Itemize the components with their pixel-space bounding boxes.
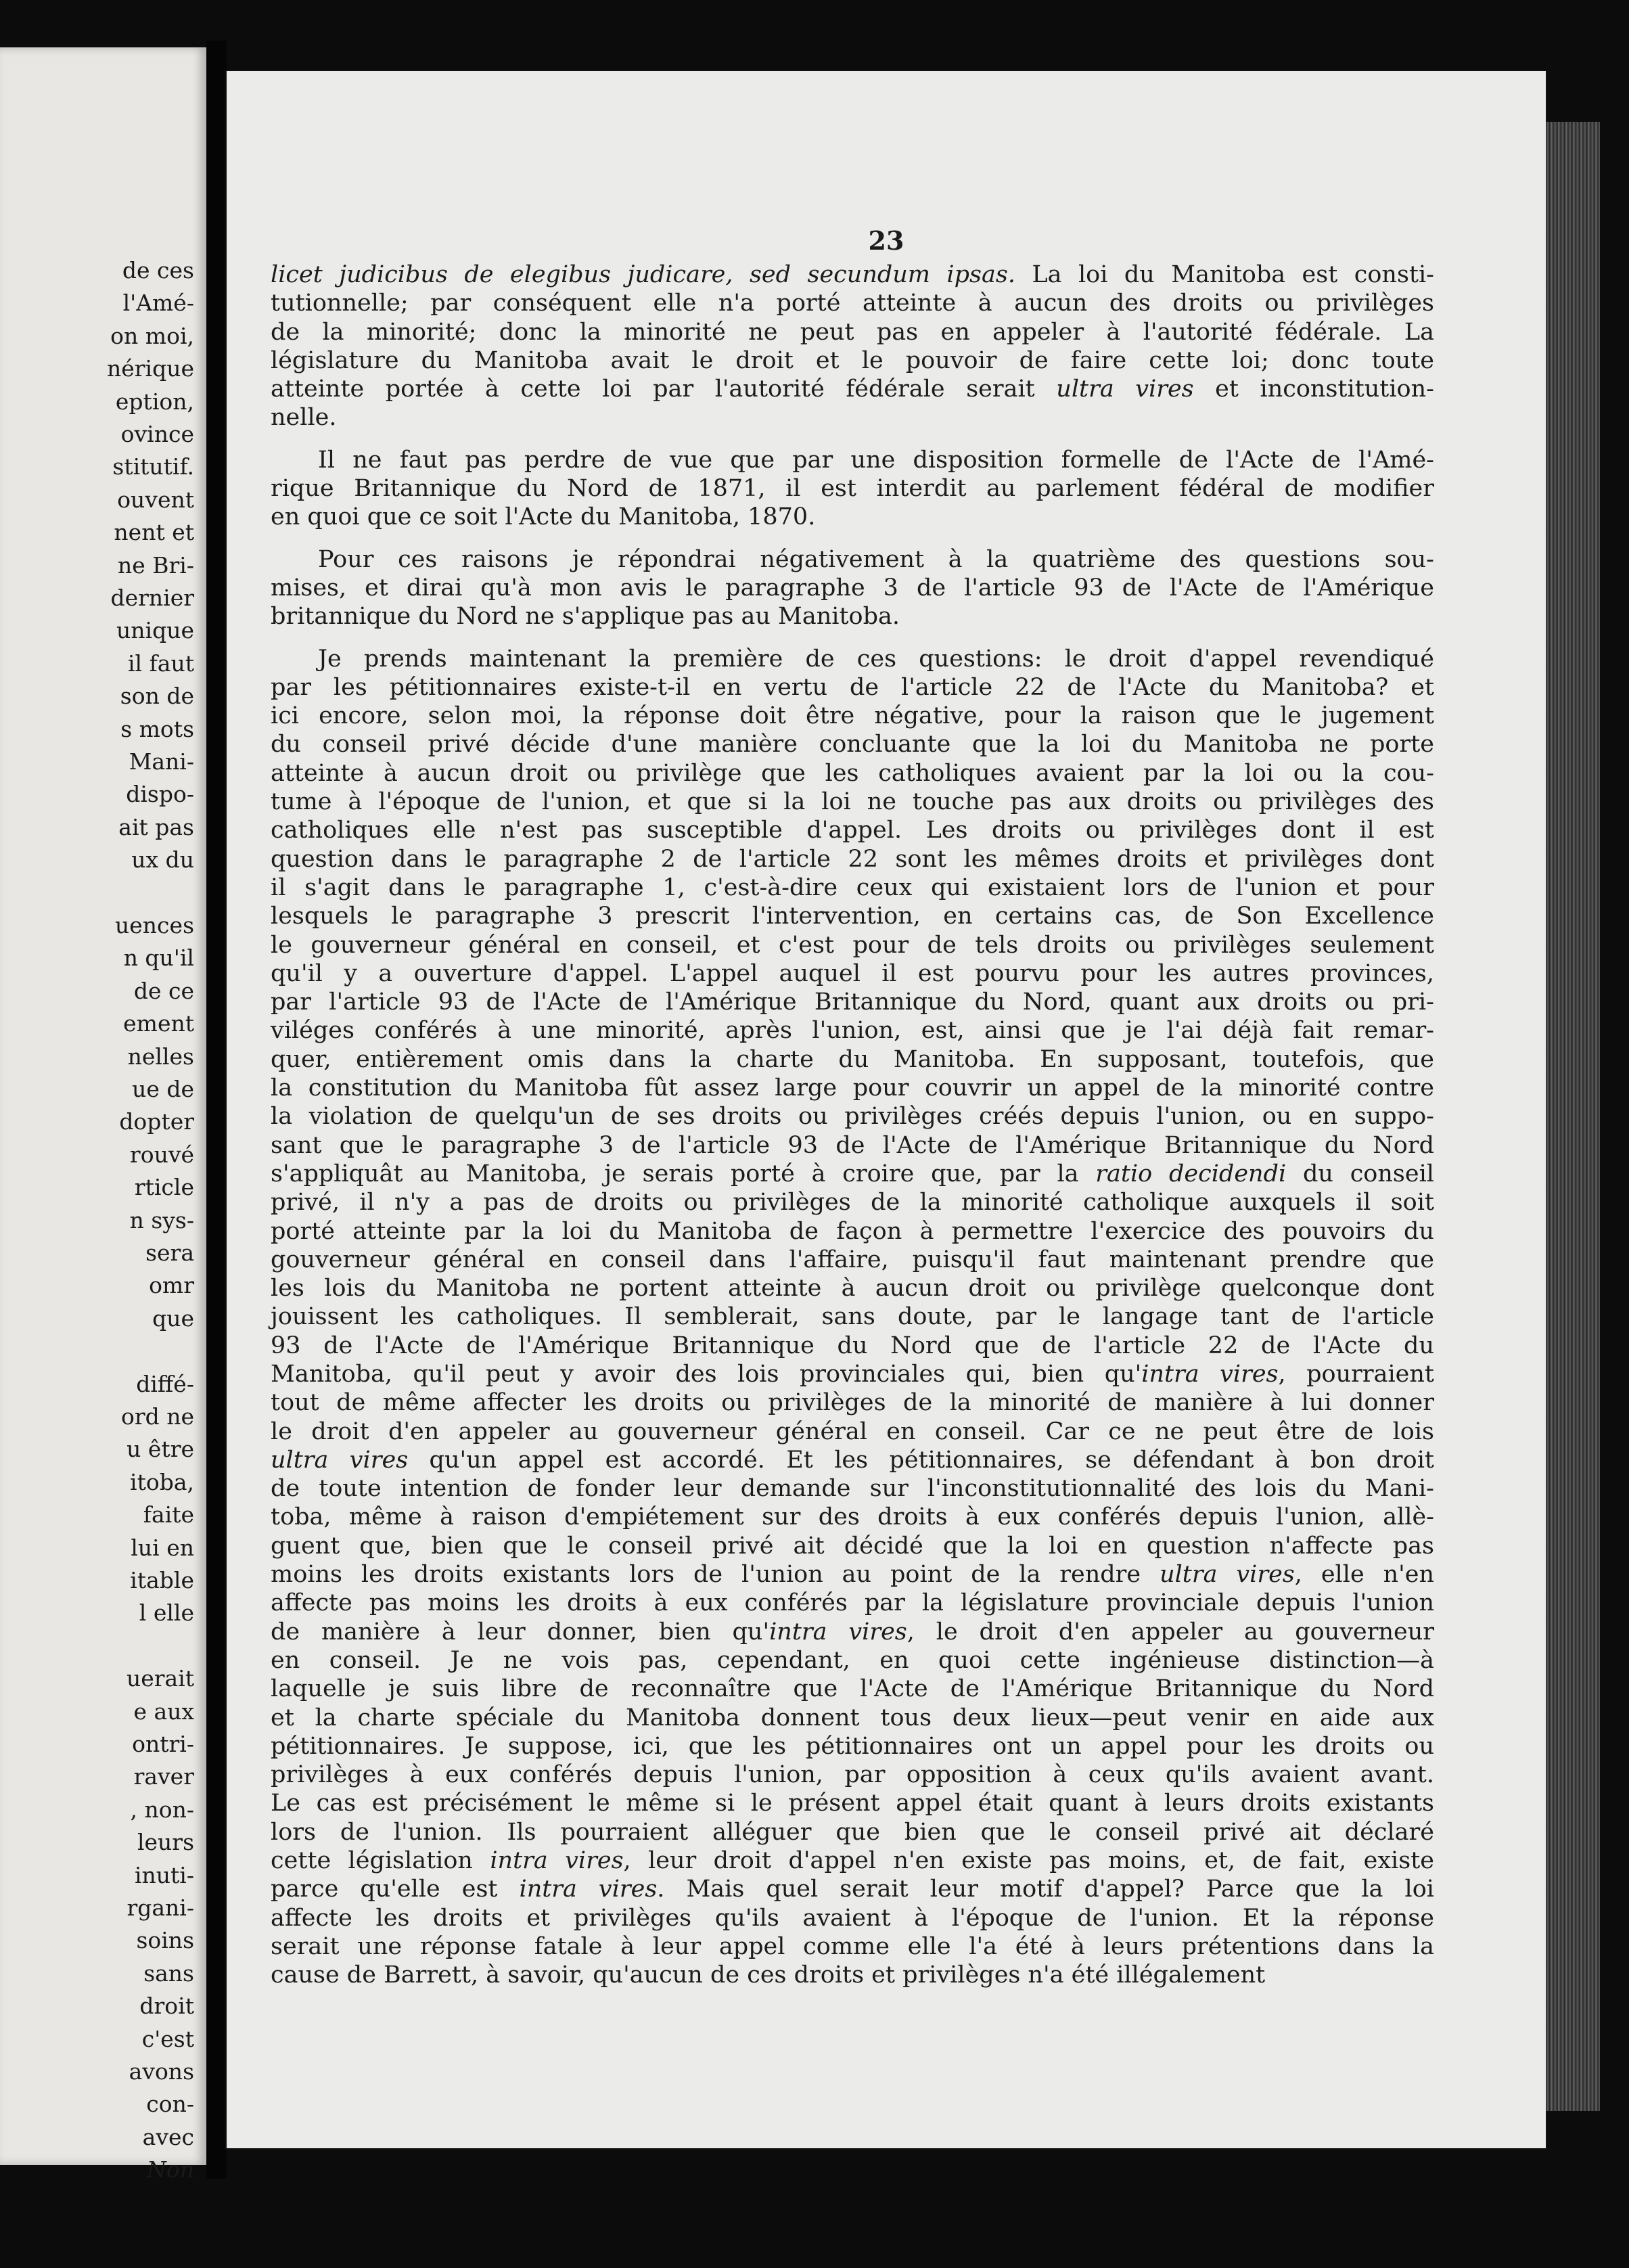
text-line: tout de même affecter les droits ou privilèges de la minorité de manière à lui donner: [271, 1389, 1434, 1417]
text-line: Il ne faut pas perdre de vue que par une disposition formelle de l'Acte de l'Amé-: [318, 446, 1434, 474]
text-line: viléges conférés à une minorité, après l'union, est, ainsi que je l'ai déjà fait remar-: [271, 1017, 1434, 1045]
left-page-line: rouvé: [129, 1141, 194, 1168]
text-line: par les pétitionnaires existe-t-il en vertu de l'article 22 de l'Acte du Manitoba? et: [271, 673, 1434, 701]
text-line: privé, il n'y a pas de droits ou privilèges de la minorité catholique auxquels il soit: [271, 1189, 1434, 1217]
main-page: [227, 71, 1546, 2148]
text-line: les lois du Manitoba ne portent atteinte à aucun droit ou privilège quelconque dont: [271, 1275, 1434, 1302]
text-line: ultra vires qu'un appel est accordé. Et les pétitionnaires, se défendant à bon droit: [271, 1446, 1434, 1474]
text-line: britannique du Nord ne s'applique pas au Manitoba.: [271, 603, 900, 631]
text-line: question dans le paragraphe 2 de l'article 22 sont les mêmes droits et privilèges dont: [271, 845, 1434, 873]
text-line: porté atteinte par la loi du Manitoba de façon à permettre l'exercice des pouvoirs du: [271, 1217, 1434, 1245]
text-line: Le cas est précisément le même si le présent appel était quant à leurs droits existants: [271, 1790, 1434, 1817]
text-line: lors de l'union. Ils pourraient alléguer que bien que le conseil privé ait déclaré: [271, 1818, 1434, 1846]
left-page-line: c'est: [141, 2025, 194, 2052]
text-line: législature du Manitoba avait le droit et le pouvoir de faire cette loi; donc toute: [271, 346, 1434, 374]
left-page-line: faite: [143, 1501, 194, 1528]
left-page-line: omr: [149, 1272, 194, 1299]
left-page-line: soins: [136, 1927, 194, 1954]
text-line: rique Britannique du Nord de 1871, il est interdit au parlement fédéral de modifier: [271, 475, 1434, 503]
text-line: et la charte spéciale du Manitoba donnent tous deux lieux—peut venir en aide aux: [271, 1704, 1434, 1731]
text-line: parce qu'elle est intra vires. Mais quel serait leur motif d'appel? Parce que la loi: [271, 1876, 1434, 1903]
page-edges: [1546, 122, 1600, 2111]
text-line: en conseil. Je ne vois pas, cependant, en quoi cette ingénieuse distinction—à: [271, 1646, 1434, 1674]
text-line: en quoi que ce soit l'Acte du Manitoba, 1870.: [271, 503, 816, 531]
left-page-line: rgani-: [127, 1895, 194, 1921]
text-line: la violation de quelqu'un de ses droits ou privilèges créés depuis l'union, ou en suppo-: [271, 1103, 1434, 1131]
text-line: laquelle je suis libre de reconnaître que l'Acte de l'Amérique Britannique du Nord: [271, 1675, 1434, 1703]
left-page-line: unique: [116, 617, 194, 644]
text-line: qu'il y a ouverture d'appel. L'appel auquel il est pourvu pour les autres provinces,: [271, 959, 1434, 987]
left-page-line: n qu'il: [123, 945, 194, 972]
left-page-line: sans: [143, 1959, 194, 1987]
text-line: s'appliquât au Manitoba, je serais porté à croire que, par la ratio decidendi du conseil: [271, 1160, 1434, 1187]
left-page-line: , non-: [130, 1796, 194, 1823]
text-line: gouverneur général en conseil dans l'affaire, puisqu'il faut maintenant prendre que: [271, 1246, 1434, 1273]
left-page-line: uences: [115, 912, 194, 938]
left-page-line: nelles: [127, 1043, 194, 1070]
left-page-line: leurs: [137, 1829, 194, 1856]
left-page-line: on moi,: [110, 322, 194, 349]
left-page-line: lui en: [131, 1534, 194, 1561]
left-page-line: diffé-: [136, 1370, 194, 1397]
text-line: Je prends maintenant la première de ces questions: le droit d'appel revendiqué: [318, 645, 1434, 673]
text-line: le droit d'en appeler au gouverneur général en conseil. Car ce ne peut être de lois: [271, 1418, 1434, 1445]
text-line: Pour ces raisons je répondrai négativement à la quatrième des questions sou-: [318, 545, 1434, 573]
text-line: tume à l'époque de l'union, et que si la loi ne touche pas aux droits ou privilèges des: [271, 788, 1434, 816]
page-number: 23: [868, 225, 904, 256]
left-page-line: ord ne: [120, 1403, 194, 1430]
left-page-line: n sys-: [129, 1206, 194, 1233]
left-page-line: il faut: [127, 650, 194, 677]
left-page-line: dopter: [119, 1108, 194, 1135]
text-line: de la minorité; donc la minorité ne peut pas en appeler à l'autorité fédérale. La: [271, 318, 1434, 346]
left-page-line: rticle: [134, 1174, 194, 1201]
left-page-line: ne Bri-: [117, 551, 194, 579]
text-line: moins les droits existants lors de l'union au point de la rendre ultra vires, elle n'en: [271, 1561, 1435, 1589]
text-line: ici encore, selon moi, la réponse doit être négative, pour la raison que le jugement: [271, 702, 1434, 730]
text-line: tutionnelle; par conséquent elle n'a porté atteinte à aucun des droits ou privilèges: [271, 290, 1434, 317]
left-page-line: que: [152, 1305, 194, 1332]
text-line: pétitionnaires. Je suppose, ici, que les pétitionnaires ont un appel pour les droits ou: [271, 1732, 1434, 1760]
left-page-line: dernier: [110, 585, 194, 611]
text-line: de manière à leur donner, bien qu'intra vires, le droit d'en appeler au gouverneur: [271, 1618, 1434, 1646]
text-line: mises, et dirai qu'à mon avis le paragraphe 3 de l'article 93 de l'Acte de l'Amérique: [271, 574, 1434, 602]
text-line: par l'article 93 de l'Acte de l'Amérique Britannique du Nord, quant aux droits ou pri-: [271, 989, 1434, 1016]
left-page-line: l elle: [139, 1600, 194, 1627]
text-line: privilèges à eux conférés depuis l'union, par opposition à ceux qu'ils avaient avant.: [271, 1761, 1434, 1789]
left-page-line: raver: [133, 1763, 194, 1790]
left-page-line: uerait: [126, 1665, 194, 1692]
text-line: catholiques elle n'est pas susceptible d'appel. Les droits ou privilèges dont il est: [271, 817, 1434, 844]
left-page-line: ouvent: [117, 486, 194, 513]
text-line: lesquels le paragraphe 3 prescrit l'intervention, en certains cas, de Son Excellence: [271, 903, 1434, 930]
left-page-line: itoba,: [130, 1468, 194, 1495]
left-page-line: droit: [139, 1993, 194, 2020]
left-page-line: l'Amé-: [122, 290, 194, 317]
text-line: cette législation intra vires, leur droit d'appel n'en existe pas moins, et, de fait, existe: [271, 1847, 1434, 1875]
text-line: de toute intention de fonder leur demande sur l'inconstitutionnalité des lois du Mani-: [271, 1475, 1434, 1503]
text-line: Manitoba, qu'il peut y avoir des lois provinciales qui, bien qu'intra vires, pourraient: [271, 1360, 1434, 1388]
left-page-line: con-: [146, 2091, 194, 2118]
text-line: atteinte portée à cette loi par l'autorité fédérale serait ultra vires et inconstitution-: [271, 376, 1434, 403]
left-page-line: sera: [145, 1240, 194, 1266]
text-line: licet judicibus de elegibus judicare, sed secundum ipsas. La loi du Manitoba est consti-: [271, 261, 1434, 288]
left-page-line: Non: [147, 2156, 194, 2183]
left-page-line: nérique: [106, 355, 194, 382]
text-line: nelle.: [271, 404, 337, 432]
left-page-line: ovince: [120, 421, 194, 447]
text-line: serait une réponse fatale à leur appel comme elle l'a été à leurs prétentions dans la: [271, 1932, 1434, 1960]
left-page-line: u être: [127, 1436, 194, 1463]
left-page-line: son de: [120, 683, 194, 710]
left-page-line: s mots: [120, 715, 194, 742]
text-line: toba, même à raison d'empiétement sur des droits à eux conférés depuis l'union, allè-: [271, 1503, 1434, 1531]
text-line: 93 de l'Acte de l'Amérique Britannique du Nord que de l'article 22 de l'Acte du: [271, 1332, 1434, 1359]
left-page-line: ement: [123, 1010, 194, 1037]
left-page-line: dispo-: [126, 781, 194, 808]
text-line: affecte pas moins les droits à eux conférés par la législature provinciale depuis l'union: [271, 1589, 1434, 1617]
text-line: la constitution du Manitoba fût assez large pour couvrir un appel de la minorité contre: [271, 1074, 1434, 1102]
text-line: quer, entièrement omis dans la charte du Manitoba. En supposant, toutefois, que: [271, 1045, 1434, 1073]
text-line: il s'agit dans le paragraphe 1, c'est-à-dire ceux qui existaient lors de l'union et pour: [271, 874, 1434, 901]
left-page-line: ue de: [132, 1076, 194, 1102]
left-page-line: inuti-: [134, 1861, 194, 1888]
left-page-line: ait pas: [118, 813, 194, 840]
text-line: jouissent les catholiques. Il semblerait, sans doute, par le langage tant de l'article: [271, 1303, 1434, 1331]
text-line: atteinte à aucun droit ou privilège que les catholiques avaient par la loi ou la cou-: [271, 759, 1434, 787]
left-page-line: eption,: [115, 388, 194, 415]
body-text: [271, 260, 1434, 1990]
left-page-line: de ces: [122, 257, 194, 284]
book-gutter: [206, 41, 227, 2179]
text-line: le gouverneur général en conseil, et c'est pour de tels droits ou privilèges seulement: [271, 931, 1434, 959]
text-line: affecte les droits et privilèges qu'ils avaient à l'époque de l'union. Et la réponse: [271, 1904, 1434, 1932]
left-page-fragment: [0, 47, 206, 2183]
left-page-line: nent et: [114, 519, 194, 546]
left-page-line: itable: [130, 1567, 194, 1593]
text-line: sant que le paragraphe 3 de l'article 93 de l'Acte de l'Amérique Britannique du Nord: [271, 1131, 1434, 1159]
text-line: guent que, bien que le conseil privé ait décidé que la loi en question n'affecte pas: [271, 1532, 1434, 1560]
left-page-line: e aux: [133, 1698, 194, 1725]
left-page-line: ontri-: [132, 1731, 194, 1757]
left-page-line: ux du: [131, 846, 194, 874]
left-page-line: Mani-: [129, 748, 194, 775]
left-page-line: stitutif.: [112, 453, 194, 480]
left-page-line: avec: [142, 2123, 194, 2150]
text-line: du conseil privé décide d'une manière concluante que la loi du Manitoba ne porte: [271, 731, 1434, 758]
text-line: cause de Barrett, à savoir, qu'aucun de ces droits et privilèges n'a été illégalement: [271, 1961, 1266, 1989]
left-page-line: avons: [129, 2058, 194, 2085]
left-page-line: de ce: [133, 977, 194, 1004]
